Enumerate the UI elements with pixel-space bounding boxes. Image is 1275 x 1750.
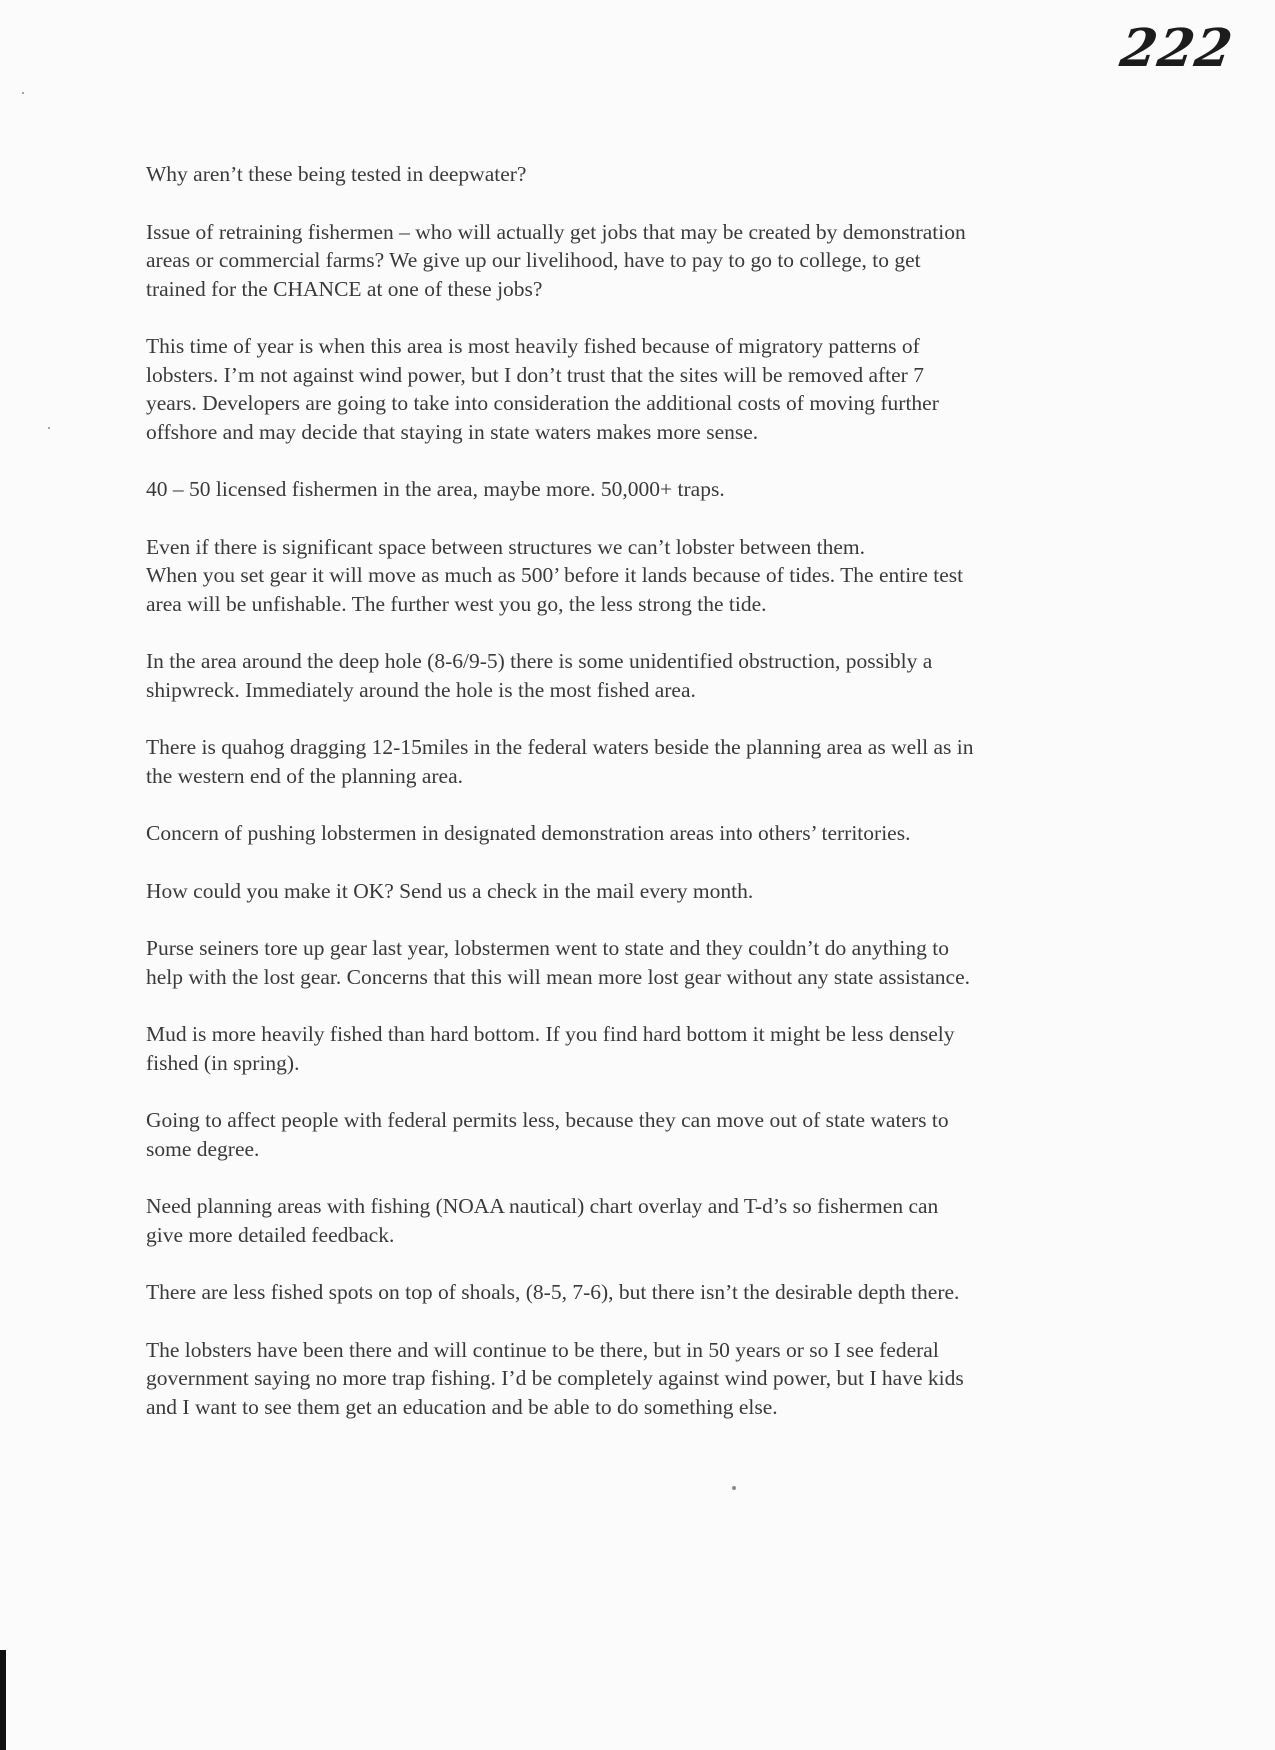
paragraph — [146, 733, 1126, 790]
text-line: Mud is more heavily fished than hard bottom. If you find hard bottom it might be less densely — [146, 1022, 955, 1046]
text-line: The lobsters have been there and will continue to be there, but in 50 years or so I see federal — [146, 1337, 939, 1362]
paragraph — [146, 647, 1126, 704]
paragraph — [146, 160, 1126, 189]
paragraph — [146, 877, 1126, 906]
text-line: 40 – 50 licensed fishermen in the area, maybe more. 50,000+ traps. — [146, 477, 725, 501]
text-line: Issue of retraining fishermen – who will actually get jobs that may be created by demonstration — [146, 219, 966, 244]
scan-speck — [732, 1486, 736, 1490]
text-line: years. Developers are going to take into consideration the additional costs of moving further — [146, 391, 939, 415]
text-line: trained for the CHANCE at one of these jobs? — [146, 276, 543, 301]
text-line: Need planning areas with fishing (NOAA nautical) chart overlay and T-d’s so fishermen can — [146, 1194, 939, 1218]
text-line: and I want to see them get an education and be able to do something else. — [146, 1394, 778, 1419]
scan-edge-mark — [0, 1650, 6, 1750]
text-line: Going to affect people with federal permits less, because they can move out of state waters to — [146, 1108, 949, 1132]
text-line: Even if there is significant space between structures we can’t lobster between them. — [146, 534, 865, 559]
text-line: In the area around the deep hole (8-6/9-5) there is some unidentified obstruction, possibly a — [146, 649, 933, 673]
scan-speck — [22, 92, 24, 94]
text-line: areas or commercial farms? We give up our livelihood, have to pay to go to college, to get — [146, 248, 921, 272]
text-line: government saying no more trap fishing. I’d be completely against wind power, but I have kids — [146, 1366, 964, 1390]
paragraph — [146, 1020, 1126, 1077]
text-line: the western end of the planning area. — [146, 763, 463, 788]
paragraph — [146, 332, 1126, 446]
text-line: fished (in spring). — [146, 1050, 300, 1075]
text-line: give more detailed feedback. — [146, 1222, 395, 1247]
text-line: help with the lost gear. Concerns that this will mean more lost gear without any state assistance. — [146, 964, 970, 989]
text-line: Purse seiners tore up gear last year, lobstermen went to state and they couldn’t do anything to — [146, 936, 949, 960]
paragraph — [146, 533, 1126, 619]
text-line: When you set gear it will move as much as 500’ before it lands because of tides. The entire test — [146, 563, 964, 587]
paragraph — [146, 934, 1126, 991]
text-line: area will be unfishable. The further west you go, the less strong the tide. — [146, 591, 767, 616]
page-number: 222 — [1117, 18, 1238, 79]
scan-speck — [48, 427, 50, 429]
paragraph — [146, 1106, 1126, 1163]
paragraph — [146, 218, 1126, 304]
document-body — [146, 160, 1126, 1450]
paragraph — [146, 819, 1126, 848]
text-line: Concern of pushing lobstermen in designated demonstration areas into others’ territories. — [146, 821, 911, 845]
text-line: There are less fished spots on top of shoals, (8-5, 7-6), but there isn’t the desirable depth there. — [146, 1280, 960, 1304]
text-line: This time of year is when this area is most heavily fished because of migratory patterns of — [146, 334, 920, 358]
text-line: There is quahog dragging 12-15miles in the federal waters beside the planning area as well as in — [146, 735, 974, 759]
text-line: some degree. — [146, 1136, 260, 1161]
text-line: lobsters. I’m not against wind power, but I don’t trust that the sites will be removed after 7 — [146, 362, 924, 387]
paragraph — [146, 475, 1126, 504]
paragraph — [146, 1192, 1126, 1249]
text-line: shipwreck. Immediately around the hole is the most fished area. — [146, 677, 696, 702]
paragraph — [146, 1336, 1126, 1422]
text-line: Why aren’t these being tested in deepwater? — [146, 162, 527, 186]
paragraph — [146, 1278, 1126, 1307]
text-line: How could you make it OK? Send us a check in the mail every month. — [146, 878, 754, 903]
text-line: offshore and may decide that staying in state waters makes more sense. — [146, 419, 759, 444]
